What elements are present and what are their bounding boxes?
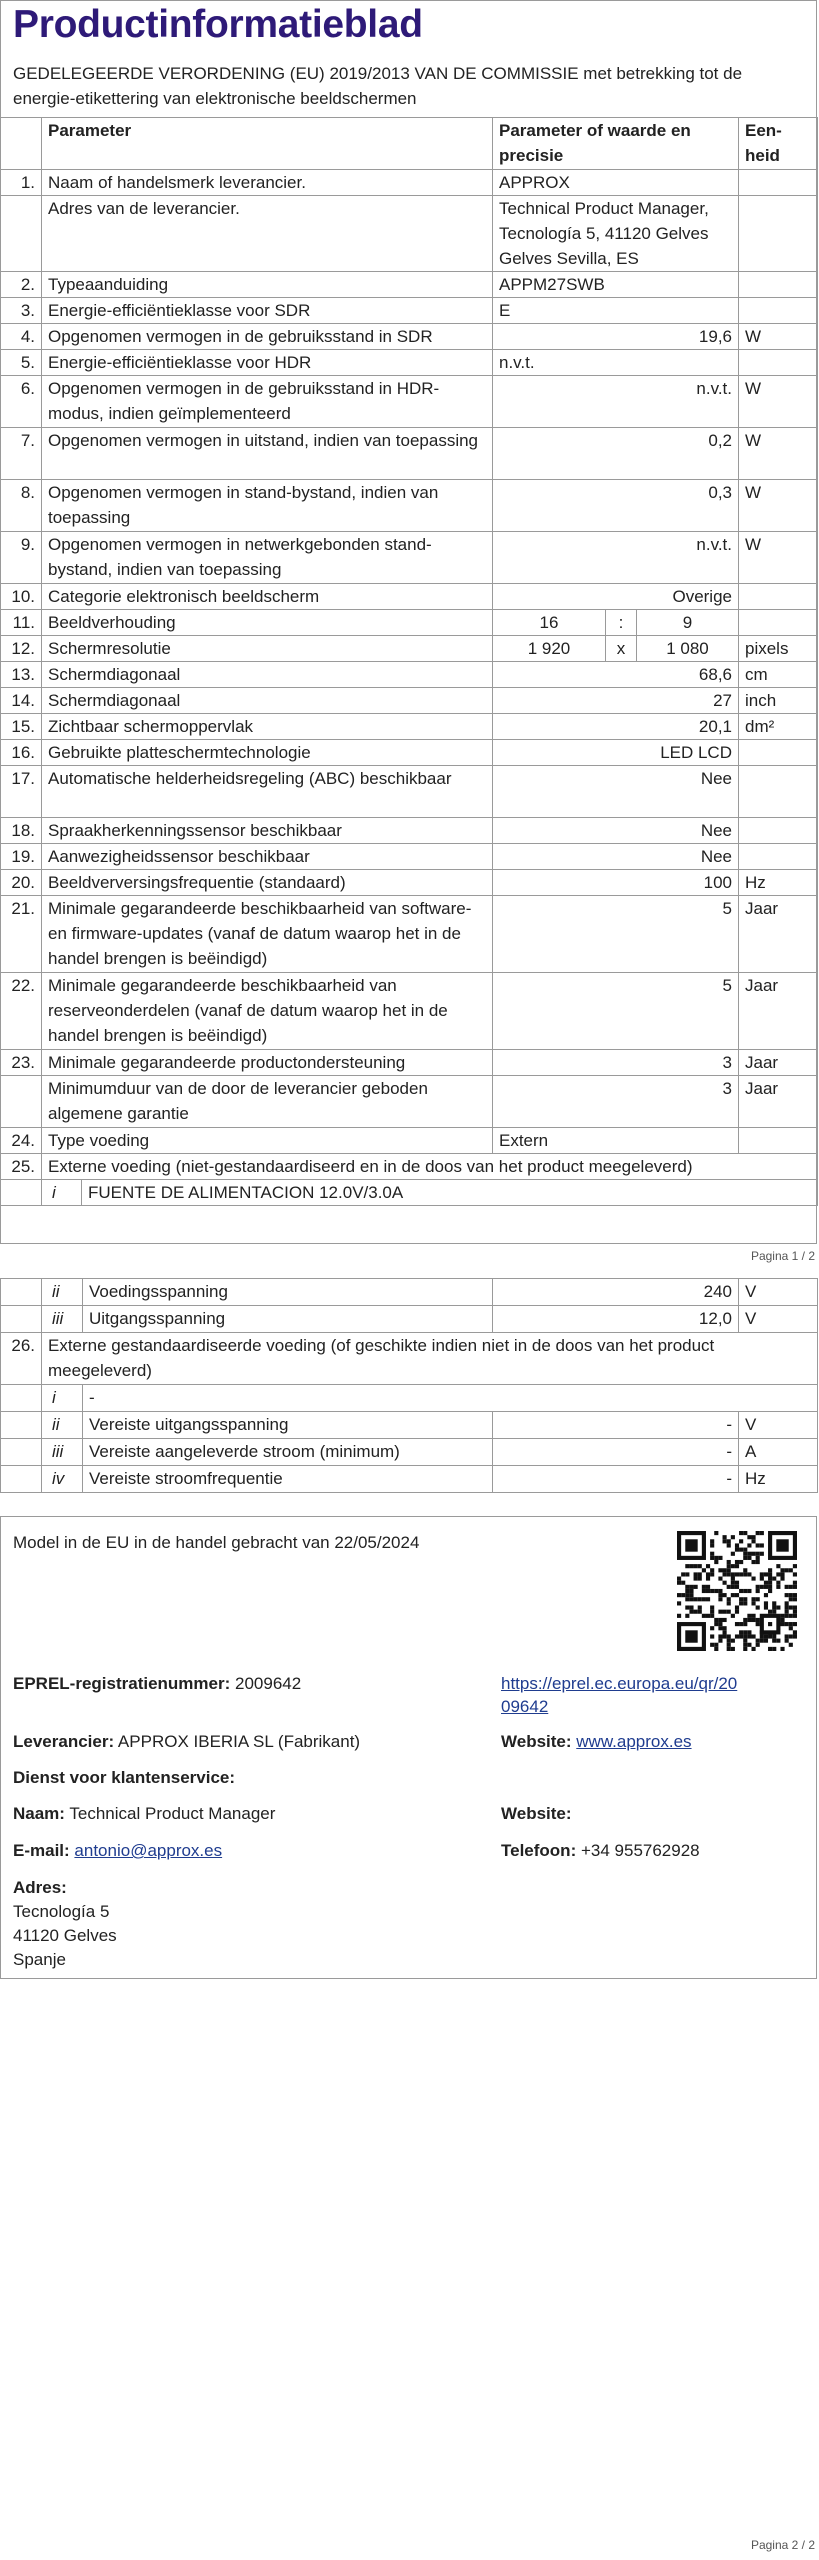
row-unit: inch xyxy=(739,688,818,714)
row-number: 14. xyxy=(1,688,42,714)
row-unit: W xyxy=(739,324,818,350)
page-number-2: Pagina 2 / 2 xyxy=(750,2538,815,2552)
row-number: 23. xyxy=(1,1050,42,1076)
row-unit xyxy=(739,818,818,844)
row-value: - xyxy=(493,1412,739,1439)
table-row xyxy=(1,298,818,324)
row-number: 9. xyxy=(1,532,42,584)
table-row-24 xyxy=(1,1128,818,1154)
row-label: Externe voeding (niet-gestandaardiseerd en in de doos van het product meegeleverd) xyxy=(42,1154,818,1180)
roman-numeral: i xyxy=(42,1180,82,1205)
sub-row xyxy=(1,1279,818,1306)
row-value: - xyxy=(493,1466,739,1493)
row-number: 16. xyxy=(1,740,42,766)
roman-numeral: ii xyxy=(42,1412,83,1439)
row-unit: W xyxy=(739,532,818,584)
roman-numeral: ii xyxy=(42,1279,83,1306)
address-line-1: Tecnología 5 xyxy=(13,1902,110,1921)
address-line-3: Spanje xyxy=(13,1950,66,1969)
row-label: - xyxy=(83,1385,818,1412)
row-unit: W xyxy=(739,376,818,428)
roman-numeral: iii xyxy=(42,1306,83,1333)
row-unit: pixels xyxy=(739,636,818,662)
table-row xyxy=(1,662,818,688)
row-unit xyxy=(739,298,818,324)
table-row xyxy=(1,376,818,428)
row-label: Opgenomen vermogen in de gebruiksstand in HDR-modus, indien geïmplementeerd xyxy=(42,376,493,428)
value-sep: : xyxy=(606,610,637,635)
name-value: Technical Product Manager xyxy=(69,1804,276,1823)
row-unit xyxy=(739,766,818,818)
row-label: Opgenomen vermogen in netwerkgebonden stand-bystand, indien van toepassing xyxy=(42,532,493,584)
table-row xyxy=(1,688,818,714)
table-row xyxy=(1,766,818,818)
row-unit: V xyxy=(739,1279,818,1306)
table-row xyxy=(1,324,818,350)
table-row-25-i xyxy=(1,1180,818,1206)
row-value: Extern xyxy=(493,1128,739,1154)
row-unit xyxy=(739,350,818,376)
row-value: 100 xyxy=(493,870,739,896)
table-row xyxy=(1,714,818,740)
row-unit xyxy=(739,272,818,298)
row-unit xyxy=(739,740,818,766)
row-value-split xyxy=(493,636,739,662)
supplier-value: APPROX IBERIA SL (Fabrikant) xyxy=(117,1732,361,1751)
service-label: Dienst voor klantenservice: xyxy=(13,1768,236,1787)
row-label: FUENTE DE ALIMENTACION 12.0V/3.0A xyxy=(88,1183,404,1202)
website-label: Website: xyxy=(501,1732,572,1751)
row-label: Schermdiagonaal xyxy=(42,662,493,688)
row-number: 26. xyxy=(1,1333,42,1385)
header-parameter: Parameter xyxy=(42,118,493,170)
value-sep: x xyxy=(606,636,637,661)
row-label: Vereiste aangeleverde stroom (minimum) xyxy=(83,1439,493,1466)
table-row xyxy=(1,170,818,196)
product-info-table xyxy=(0,117,818,1206)
name-label: Naam: xyxy=(13,1804,65,1823)
row-unit: V xyxy=(739,1306,818,1333)
row-label: Uitgangsspanning xyxy=(83,1306,493,1333)
row-value: 5 xyxy=(493,973,739,1050)
roman-numeral: i xyxy=(42,1385,83,1412)
row-number-empty xyxy=(1,1385,42,1412)
row-label: Zichtbaar schermoppervlak xyxy=(42,714,493,740)
sub-row xyxy=(1,1466,818,1493)
row-unit: Jaar xyxy=(739,896,818,973)
phone-value: +34 955762928 xyxy=(580,1841,700,1860)
row-label: Spraakherkenningssensor beschikbaar xyxy=(42,818,493,844)
row-unit: Hz xyxy=(739,1466,818,1493)
row-number: 11. xyxy=(1,610,42,636)
row-unit: Hz xyxy=(739,870,818,896)
sub-row xyxy=(1,1439,818,1466)
row-value: 3 xyxy=(493,1050,739,1076)
row-number: 1. xyxy=(1,170,42,196)
page-title: Productinformatieblad xyxy=(13,3,423,46)
row-value: APPM27SWB xyxy=(493,272,739,298)
row-number: 15. xyxy=(1,714,42,740)
row-value: LED LCD xyxy=(493,740,739,766)
address-label: Adres: xyxy=(13,1878,67,1897)
row-unit xyxy=(739,1128,818,1154)
row-unit xyxy=(739,844,818,870)
row-unit: dm² xyxy=(739,714,818,740)
row-label: Minimale gegarandeerde beschikbaarheid van software- en firmware-updates (vanaf de datum waarop het in de handel brengen is beëindigd) xyxy=(42,896,493,973)
header-unit: Een-heid xyxy=(739,118,818,170)
row-unit xyxy=(739,196,818,272)
roman-numeral: iv xyxy=(42,1466,83,1493)
row-value: n.v.t. xyxy=(493,350,739,376)
table-row xyxy=(1,350,818,376)
table-row xyxy=(1,818,818,844)
row-label: Energie-efficiëntieklasse voor HDR xyxy=(42,350,493,376)
table-row xyxy=(1,532,818,584)
table-row xyxy=(1,844,818,870)
row-number-empty xyxy=(1,1439,42,1466)
row-number: 20. xyxy=(1,870,42,896)
value-b: 9 xyxy=(682,613,693,632)
row-label: Opgenomen vermogen in uitstand, indien van toepassing xyxy=(42,428,493,480)
row-unit: Jaar xyxy=(739,1076,818,1128)
row-label: Opgenomen vermogen in stand-bystand, indien van toepassing xyxy=(42,480,493,532)
sub-row xyxy=(1,1306,818,1333)
row-number-empty xyxy=(1,1279,42,1306)
row-unit: A xyxy=(739,1439,818,1466)
row-label: Minimale gegarandeerde beschikbaarheid van reserveonderdelen (vanaf de datum waarop het in de handel brengen is beëindigd) xyxy=(42,973,493,1050)
row-value: Nee xyxy=(493,844,739,870)
table-row-aspect xyxy=(1,610,818,636)
phone-label: Telefoon: xyxy=(501,1841,577,1860)
row-number-empty xyxy=(1,1412,42,1439)
row-number: 10. xyxy=(1,584,42,610)
row-unit: V xyxy=(739,1412,818,1439)
power-supply-table xyxy=(0,1278,818,1493)
row-number xyxy=(1,196,42,272)
address-line-2: 41120 Gelves xyxy=(13,1926,117,1945)
row-value: 12,0 xyxy=(493,1306,739,1333)
row-label: Beeldverversingsfrequentie (standaard) xyxy=(42,870,493,896)
row-label: Schermresolutie xyxy=(42,636,493,662)
table-row xyxy=(1,196,818,272)
row-unit: W xyxy=(739,480,818,532)
value-b: 1 080 xyxy=(666,639,709,658)
table-row-26-i xyxy=(1,1385,818,1412)
row-number: 24. xyxy=(1,1128,42,1154)
row-unit: W xyxy=(739,428,818,480)
row-label: Minimumduur van de door de leverancier geboden algemene garantie xyxy=(42,1076,493,1128)
row-number-empty xyxy=(1,1306,42,1333)
row-number: 22. xyxy=(1,973,42,1050)
row-number: 3. xyxy=(1,298,42,324)
row-value: Nee xyxy=(493,766,739,818)
row-unit xyxy=(739,170,818,196)
table-row xyxy=(1,740,818,766)
row-value: 0,3 xyxy=(493,480,739,532)
row-label: Opgenomen vermogen in de gebruiksstand in SDR xyxy=(42,324,493,350)
row-value: E xyxy=(493,298,739,324)
row-unit: Jaar xyxy=(739,973,818,1050)
header-value: Parameter of waarde en precisie xyxy=(493,118,739,170)
row-value: - xyxy=(493,1439,739,1466)
qr-code-icon[interactable] xyxy=(677,1531,797,1651)
supplier-label: Leverancier: xyxy=(13,1732,115,1751)
row-value: 68,6 xyxy=(493,662,739,688)
row-number: 25. xyxy=(1,1154,42,1180)
row-label: Beeldverhouding xyxy=(42,610,493,636)
table-row xyxy=(1,272,818,298)
row-value: n.v.t. xyxy=(493,532,739,584)
website-link[interactable]: www.approx.es xyxy=(576,1732,692,1751)
row-label: Schermdiagonaal xyxy=(42,688,493,714)
row-label: Naam of handelsmerk leverancier. xyxy=(42,170,493,196)
email-link[interactable]: antonio@approx.es xyxy=(74,1841,223,1860)
row-label: Gebruikte platteschermtechnologie xyxy=(42,740,493,766)
row-label: Externe gestandaardiseerde voeding (of geschikte indien niet in de doos van het product meegeleverd) xyxy=(42,1333,818,1385)
row-number xyxy=(1,1076,42,1128)
row-label: Categorie elektronisch beeldscherm xyxy=(42,584,493,610)
row-number: 2. xyxy=(1,272,42,298)
row-unit: Jaar xyxy=(739,1050,818,1076)
row-number: 17. xyxy=(1,766,42,818)
value-a: 1 920 xyxy=(493,636,606,661)
eprel-link[interactable]: https://eprel.ec.europa.eu/qr/20 xyxy=(501,1674,738,1693)
eprel-label: EPREL-registratienummer: xyxy=(13,1674,231,1693)
row-label: Vereiste uitgangsspanning xyxy=(83,1412,493,1439)
row-number: 21. xyxy=(1,896,42,973)
website2-label: Website: xyxy=(501,1804,572,1823)
value-a: 16 xyxy=(493,610,606,635)
row-number: 8. xyxy=(1,480,42,532)
eprel-number: 2009642 xyxy=(235,1674,302,1693)
row-unit xyxy=(739,584,818,610)
row-label: Vereiste stroomfrequentie xyxy=(83,1466,493,1493)
row-label: Aanwezigheidssensor beschikbaar xyxy=(42,844,493,870)
row-value: 0,2 xyxy=(493,428,739,480)
row-number: 7. xyxy=(1,428,42,480)
row-number: 19. xyxy=(1,844,42,870)
row-label: Type voeding xyxy=(42,1128,493,1154)
table-row xyxy=(1,1050,818,1076)
supplier-info-box xyxy=(0,1516,817,1979)
eprel-link-cont[interactable]: 09642 xyxy=(501,1697,549,1716)
sub-row xyxy=(1,1412,818,1439)
table-row xyxy=(1,973,818,1050)
table-row xyxy=(1,428,818,480)
table-row xyxy=(1,1076,818,1128)
table-row xyxy=(1,870,818,896)
table-row-25 xyxy=(1,1154,818,1180)
row-label: Minimale gegarandeerde productondersteuning xyxy=(42,1050,493,1076)
table-row xyxy=(1,480,818,532)
row-number: 12. xyxy=(1,636,42,662)
roman-numeral: iii xyxy=(42,1439,83,1466)
row-number: 13. xyxy=(1,662,42,688)
row-value: Nee xyxy=(493,818,739,844)
table-row xyxy=(1,584,818,610)
row-value: APPROX xyxy=(493,170,739,196)
row-label: Voedingsspanning xyxy=(83,1279,493,1306)
row-number-empty xyxy=(1,1180,42,1206)
row-number: 4. xyxy=(1,324,42,350)
header-num xyxy=(1,118,42,170)
row-value-split xyxy=(493,610,739,636)
row-value: 5 xyxy=(493,896,739,973)
row-value: 20,1 xyxy=(493,714,739,740)
row-label: Adres van de leverancier. xyxy=(42,196,493,272)
sub-row-cell xyxy=(42,1180,818,1206)
table-row-26 xyxy=(1,1333,818,1385)
row-value: 240 xyxy=(493,1279,739,1306)
email-label: E-mail: xyxy=(13,1841,70,1860)
row-number: 18. xyxy=(1,818,42,844)
row-label: Automatische helderheidsregeling (ABC) beschikbaar xyxy=(42,766,493,818)
row-value: 27 xyxy=(493,688,739,714)
row-unit xyxy=(739,610,818,636)
row-value: n.v.t. xyxy=(493,376,739,428)
market-date: Model in de EU in de handel gebracht van 22/05/2024 xyxy=(13,1533,420,1552)
row-value: 3 xyxy=(493,1076,739,1128)
row-value: Overige xyxy=(493,584,739,610)
row-number: 6. xyxy=(1,376,42,428)
row-label: Typeaanduiding xyxy=(42,272,493,298)
page-number-1: Pagina 1 / 2 xyxy=(750,1249,815,1263)
row-unit: cm xyxy=(739,662,818,688)
row-number-empty xyxy=(1,1466,42,1493)
table-row xyxy=(1,896,818,973)
row-value: Technical Product Manager, Tecnología 5, 41120 Gelves Gelves Sevilla, ES xyxy=(493,196,739,272)
table-row-resolution xyxy=(1,636,818,662)
row-label: Energie-efficiëntieklasse voor SDR xyxy=(42,298,493,324)
row-value: 19,6 xyxy=(493,324,739,350)
row-number: 5. xyxy=(1,350,42,376)
regulation-subtitle: GEDELEGEERDE VERORDENING (EU) 2019/2013 VAN DE COMMISSIE met betrekking tot de energie-etikettering van elektronische beeldschermen xyxy=(13,64,743,108)
table-header-row xyxy=(1,118,818,170)
